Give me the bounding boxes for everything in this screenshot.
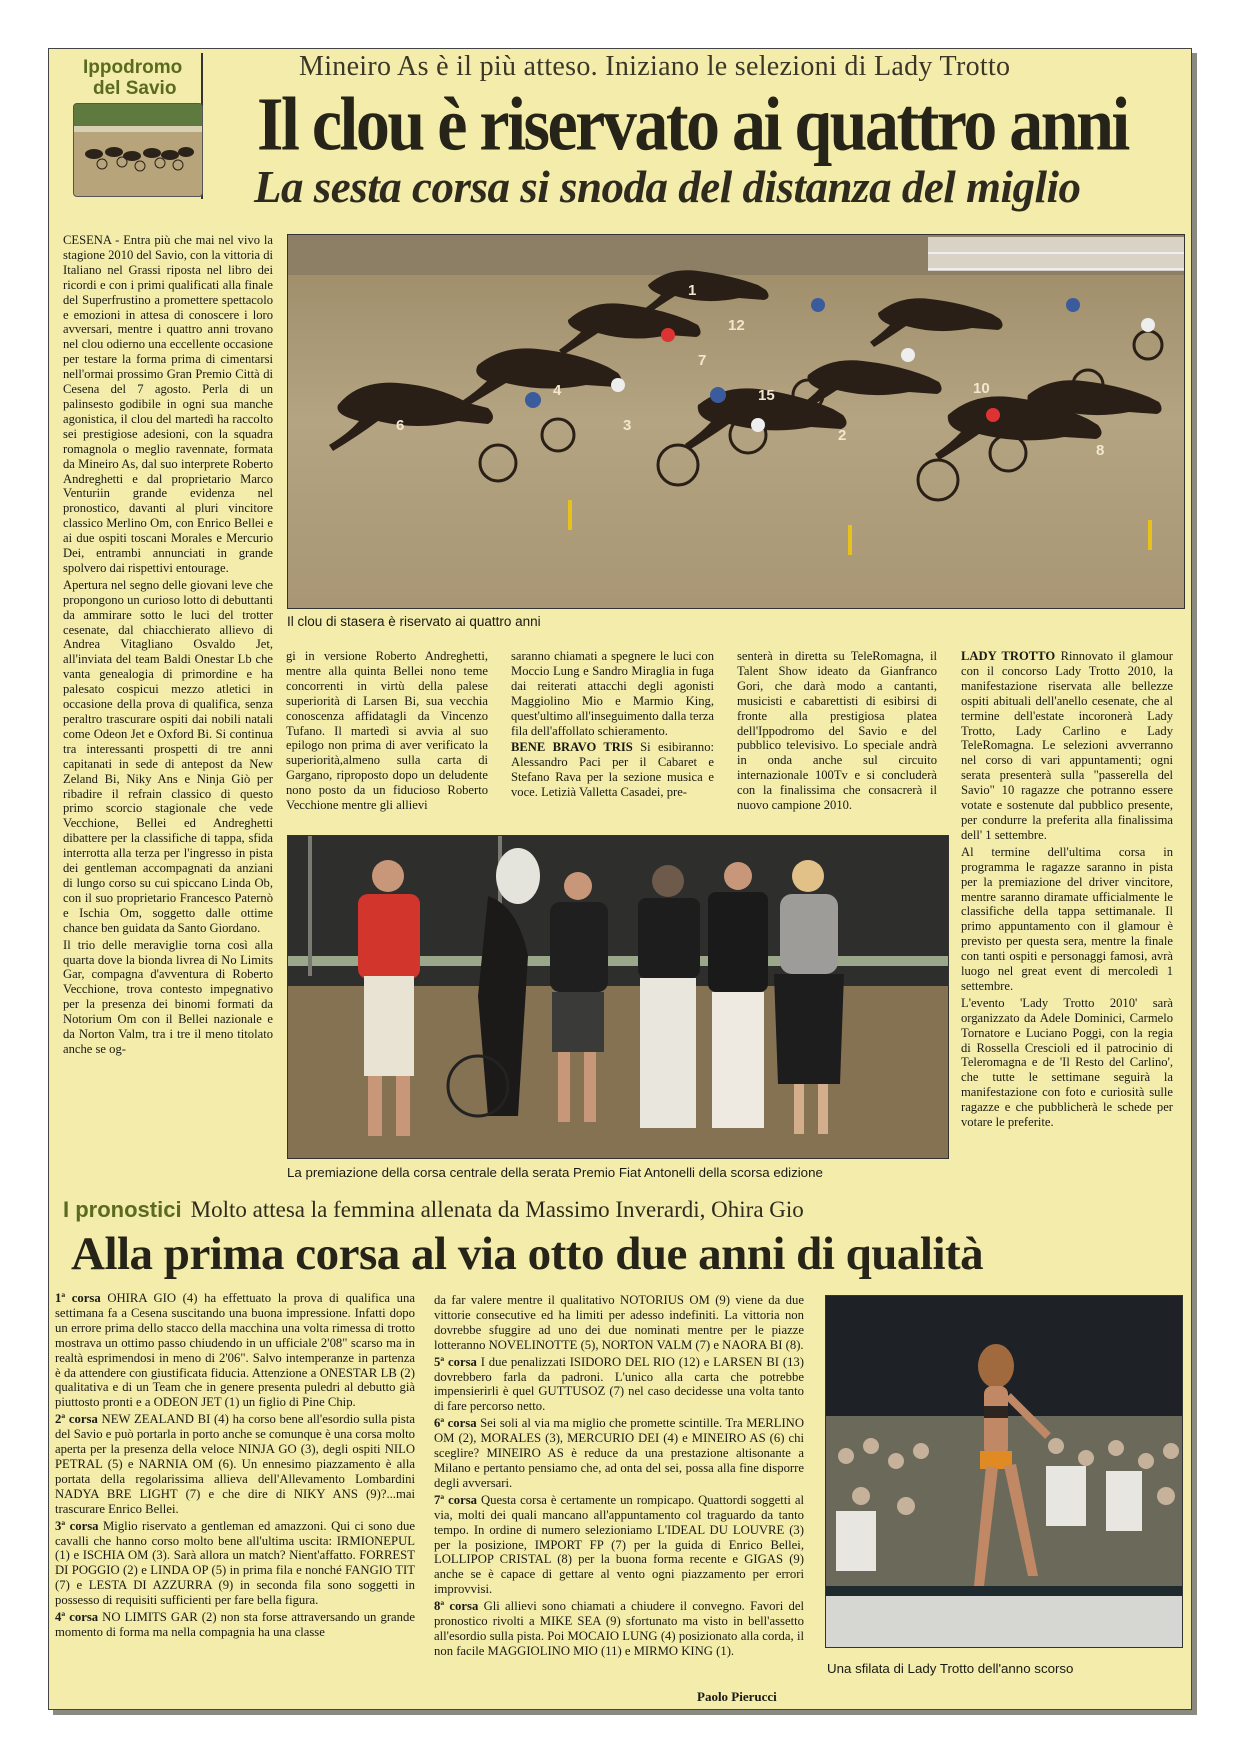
pronostico-race-label: 4ª corsa bbox=[55, 1610, 99, 1625]
article-col5-p3: L'evento 'Lady Trotto 2010' sarà organizzato da Adele Dominici, Carmelo Tornatore e Luciano Poggi, con la regia di Rossella Crescioli ed il patrocinio di Teleromagna e de 'Il Resto del Carlino', che tutte le settimane seguirà la manifestazione con foto e curiosità sulle ragazze e che pubblicherà le schede per votare le preferite. bbox=[961, 995, 1173, 1130]
pronostico-text: Miglio riservato a gentleman ed amazzoni. Qui ci sono due cavalli che hanno corso molto bene all'ultima uscita: IRMIONEPUL (1) e ISCHIA OM (3). Sarà allora un match? Nient'affatto. FORREST DI POGGIO (2) e LINDA OP (5) in prima fila e nonché FANGIO TIT (7) e LESTA DI AZZURRA (9) in seconda fila sono soggetti in possesso di requisiti sufficienti per fare bella figura. bbox=[55, 1518, 415, 1608]
horse-number-4: 4 bbox=[553, 382, 562, 399]
pronostico-race-label: 8ª corsa bbox=[434, 1599, 479, 1614]
horse-number-7: 7 bbox=[698, 352, 707, 369]
horse-number-6: 6 bbox=[396, 417, 405, 434]
article-subhead: La sesta corsa si snoda del distanza del miglio bbox=[254, 162, 1081, 212]
pronostico-text: OHIRA GIO (4) ha effettuato la prova di qualifica una settimana fa a Cesena suscitando una buona impressione. Infatti dopo un errore prima dello stacco della macchina una volta rimessa di trotto mostrava un ottimo passo chiudendo in un ufficiale 2'08" scarso ma in realtà esprimendosi in meno di 2'06". Salvo intemperanze in partenza è da attendere con giustificata fiducia. Attenzione a ONESTAR LB (2) qualitativa e di un Team che in genere presenta puledri al debutto già piuttosto pronti e a ODEON JET (1) un figlio di Pine Chip. bbox=[55, 1291, 415, 1410]
article-column-4 bbox=[737, 649, 937, 829]
article-col3-text: Si esibiranno: Alessandro Paci per il Cabaret e Stefano Rava per la sezione musica e voce. Letizià Valletta Casadei, pre- bbox=[511, 740, 714, 800]
horse-number-10: 10 bbox=[973, 380, 990, 397]
section-thumbnail bbox=[73, 103, 203, 197]
pronostico-text: NEW ZEALAND BI (4) ha corso bene all'esordio sulla pista del Savio e può portarla in porto anche se comunque è una corsa molto aperta per la presenza della veloce NINJA GO (3), degli ospiti NILO PETRAL (5) e NARNIA OM (6). Un ennesimo piazzamento è alla portata della regolarissima allieva dell'Allevamento Lombardini NADYA BRE LIGHT (7) e che dire di NIKY ANS (9)?...mai trascurare Enrico Bellei. bbox=[55, 1412, 415, 1516]
horse-number-1: 1 bbox=[688, 282, 697, 299]
pronostico-text: Sei soli al via ma miglio che promette scintille. Tra MERLINO OM (2), MORALES (3), MERCURIO DEI (4) e MINEIRO AS (6) chi sceglire? MINEIRO AS è reduce da una prestazione altisonante a Milano e pertanto pensiamo che, ad onta del sei, possa alla fine disporre degli avversari. bbox=[434, 1416, 804, 1490]
lady-trotto-photo bbox=[825, 1295, 1183, 1648]
lady-trotto-caption: Una sfilata di Lady Trotto dell'anno scorso bbox=[827, 1661, 1074, 1676]
article-col5-p1 bbox=[961, 649, 1173, 843]
section-label-box bbox=[53, 53, 203, 199]
award-photo-caption: La premiazione della corsa centrale della serata Premio Fiat Antonelli della scorsa edizione bbox=[287, 1165, 823, 1180]
thumbnail-race-image bbox=[74, 104, 202, 196]
article-column-3 bbox=[511, 649, 714, 829]
article-column-1 bbox=[63, 233, 273, 1233]
article-col1-p2: Apertura nel segno delle giovani leve che propongono un curioso lotto di debuttanti da ammirare sotto le luci del trotter cesenate, dal chiacchierato allievo di Andrea Vitagliano Osvaldo Jet, all'inviata del team Baldi Onestar Lb che vanta genealogia di primordine e ha palesato cospicui mezzo atletici in occasione della prova di qualifica, senza peraltro trascurare ospiti dai nobili natali come Odeon Jet e Oxford Bi. Si continua tra interessanti prospetti di tre anni capitanati in sede di antepost da New Zeland Bi, Niky Ans e Ninja Giò per ribadire il refrain classico di questo primo scorcio stagionale che vede Vecchione, Bellei ed Andreghetti dibattere per la classifiche di tappa, sfida interrotta alla terza per l'ingresso in pista dei gentleman accompagnati da anziani di lungo corso su cui spiccano Linda Ob, con il suo proprietario Francesco Paternò e Ischia Om, soggetto dalle ottime chance ben guidata da Santo Giordano. bbox=[63, 577, 273, 935]
article-col5-lead: LADY TROTTO bbox=[961, 649, 1056, 663]
lady-trotto-photo-image bbox=[826, 1296, 1182, 1647]
pronostico-race-label: 3ª corsa bbox=[55, 1518, 99, 1533]
pronostico-paragraph bbox=[55, 1610, 415, 1640]
article-column-5 bbox=[961, 649, 1173, 1269]
article-col1-p3: Il trio delle meraviglie torna così alla quarta dove la bionda livrea di No Limits Gar, compagna d'avventura di Roberto Vecchione, trova contesto impegnativo per la presenza dei binomi formati da Notorium Om con il Bellei nazionale e da Norton Valm, tra i tre il meno titolato anche se og- bbox=[63, 937, 273, 1056]
pronostico-text: da far valere mentre il qualitativo NOTORIUS OM (9) viene da due vittorie consecutive ed ha limiti per adesso indefiniti. La vittoria non dovrebbe sfuggire ad uno dei due nominati mentre per le piazze lotteranno NOVELINOTTE (5), NORTON VALM (7) e NAORA BI (8). bbox=[434, 1293, 804, 1352]
pronostico-race-label: 5ª corsa bbox=[434, 1354, 477, 1369]
article-col5-p2: Al termine dell'ultima corsa in programma le ragazze saranno in pista per la premiazione del driver vincitore, mentre saranno diramate ufficialmente le classifiche della tappa settimanale. Il primo appuntamento con il glamour è previsto per questa sera, mentre la finale con tanti ospiti e personaggi famosi, avrà luogo nel great event di mercoledì 1 settembre. bbox=[961, 844, 1173, 993]
pronostico-paragraph bbox=[434, 1293, 804, 1353]
pronostico-race-label: 7ª corsa bbox=[434, 1492, 477, 1507]
pronostico-text: Questa corsa è certamente un rompicapo. Quattordi soggetti al via, molti dei quali mancano all'appuntamento col traguardo da tanto tempo. In ordine di numero selezioniamo L'IDEAL DU LOUVRE (3) per la posizione, IMPORT FP (7) per la guida di Enrico Bellei, LOLLIPOP CRISTAL (8) per la buona forma recente e GIGAS (9) anche se è capace di gettare al vento ogni piazzamento per errori improvvisi. bbox=[434, 1492, 804, 1597]
horse-number-12: 12 bbox=[728, 317, 745, 334]
pronostici-column-b bbox=[434, 1293, 804, 1685]
pronostici-label: I pronostici bbox=[63, 1197, 182, 1222]
article-col2-p1: gi in versione Roberto Andreghetti, mentre alla quinta Bellei nono teme concorrenti in virtù della palese superiorità di Larsen Bi, sua vecchia conoscenza affidatagli da Vincenzo Tufano. Il martedì si avvia al suo epilogo non prima di aver verificato la superiorità,almeno sulla carta di Gargano, riproposto dopo un deludente nono posto da un fiducioso Roberto Vecchione mentre gli allievi bbox=[286, 649, 488, 813]
horse-number-8: 8 bbox=[1096, 442, 1105, 459]
section-label-line2: del Savio bbox=[93, 78, 177, 99]
award-photo-image bbox=[288, 836, 948, 1158]
article-col1-p1: CESENA - Entra più che mai nel vivo la stagione 2010 del Savio, con la vittoria di Italiano nel Grassi riposta nel libro dei ricordi e con i primi qualificati alla finale del Superfrustino a promettere spettacolo e emozioni in attesa di conoscere i loro avversari, mentre i quattro anni trovano nel clou odierno una eccellente occasione per testare la forma prima di cimentarsi nell'ormai prossimo Gran Premio Città di Cesena del 7 agosto. Perla di un palinsesto godibile in ogni sua manche agonistica, il clou del martedì ha raccolto sei prestigiose adesioni, con la squadra romagnola o meglio ravennate, formata da Mineiro As, dal suo interprete Roberto Andreghetti e dal proprietario Marco Venturiin grande evidenza nel pronostico, davanti al pluri vincitore classico Merlino Om, con Enrico Bellei e ai due ospiti toscani Morales e Mercurio Dei, entrambi annunciati in grande spolvero dai rispettivi entourage. bbox=[63, 233, 273, 575]
pronostico-race-label: 6ª corsa bbox=[434, 1416, 477, 1431]
pronostici-headline: Alla prima corsa al via otto due anni di qualità bbox=[71, 1228, 984, 1280]
horse-number-15: 15 bbox=[758, 387, 775, 404]
pronostico-paragraph bbox=[434, 1355, 804, 1415]
pronostici-header-line bbox=[63, 1197, 804, 1223]
pronostico-paragraph bbox=[434, 1599, 804, 1659]
article-col5-text: Rinnovato il glamour con il concorso Lady Trotto 2010, la manifestazione riservata alle bellezze ospiti abituali dell'anello cesenate, che al termine dell'estate incoronerà Lady Trotto, Lady Carlino e Lady TeleRomagna. Le selezioni avverranno nel corso di vari appuntamenti; ogni serata presenterà sulla "passerella del Savio" 10 ragazze che potranno essere votate e sostenute dal pubblico presente, per condurre la preferita alla finalissima dell' 1 settembre. bbox=[961, 649, 1173, 842]
pronostici-kicker: Molto attesa la femmina allenata da Massimo Inverardi, Ohira Gio bbox=[190, 1197, 804, 1222]
article-column-2 bbox=[286, 649, 488, 829]
race-photo bbox=[287, 234, 1185, 609]
horse-number-3: 3 bbox=[623, 417, 632, 434]
pronostico-paragraph bbox=[434, 1493, 804, 1597]
award-photo bbox=[287, 835, 949, 1159]
article-col3-p1: saranno chiamati a spegnere le luci con Moccio Lung e Sandro Miraglia in fuga dai reiterati attacchi degli agonisti Maggiolino Mio e Marmio King, quest'ultimo all'inseguimento dalla terza fila dell'affollato schieramento. bbox=[511, 649, 714, 738]
pronostico-paragraph bbox=[55, 1519, 415, 1608]
article-headline: Il clou è riservato ai quattro anni bbox=[257, 81, 1128, 167]
pronostico-text: NO LIMITS GAR (2) non sta forse attraversando un grande momento di forma ma nella compagnia ha una classe bbox=[55, 1610, 415, 1639]
article-col4-p1: senterà in diretta su TeleRomagna, il Talent Show ideato da Gianfranco Gori, che darà modo a cantanti, musicisti e cabarettisti di esibirsi di fronte alla prestigiosa platea dell'Ippodromo del Savio e del pubblico televisivo. Lo speciale andrà in onda anche sul circuito internazionale 100Tv e si concluderà con la finalissima che consacrerà il nuovo campione 2010. bbox=[737, 649, 937, 813]
article-col3-p2 bbox=[511, 740, 714, 800]
pronostico-race-label: 2ª corsa bbox=[55, 1412, 98, 1427]
race-photo-image bbox=[288, 235, 1184, 608]
pronostico-paragraph bbox=[434, 1416, 804, 1491]
pronostico-paragraph bbox=[55, 1412, 415, 1516]
pronostico-paragraph bbox=[55, 1291, 415, 1410]
byline: Paolo Pierucci bbox=[697, 1689, 777, 1704]
newspaper-page bbox=[48, 48, 1192, 1710]
horse-number-2: 2 bbox=[838, 427, 847, 444]
pronostico-race-label: 1ª corsa bbox=[55, 1291, 101, 1305]
pronostici-column-a bbox=[55, 1291, 415, 1699]
article-col3-lead: BENE BRAVO TRIS bbox=[511, 740, 633, 755]
pronostico-text: Gli allievi sono chiamati a chiudere il convegno. Favori del pronostico rivolti a MIKE SEA (9) sfortunato ma visto in bell'assetto all'esordio sulla pista. Poi MOCAIO LUNG (4) posizionato alla corda, il non facile MAGGIOLINO MIO (11) e MIRMO KING (1). bbox=[434, 1599, 804, 1658]
article-kicker: Mineiro As è il più atteso. Iniziano le selezioni di Lady Trotto bbox=[299, 51, 1011, 82]
race-photo-caption: Il clou di stasera è riservato ai quattro anni bbox=[287, 614, 541, 629]
pronostico-text: I due penalizzati ISIDORO DEL RIO (12) e LARSEN BI (13) dovrebbero farla da padroni. L'unico alla carta che potrebbe impensierirli è quel GUTTUSOZ (7) nel caso decidesse una volta tanto di fare percorso netto. bbox=[434, 1354, 804, 1414]
section-label-line1: Ippodromo bbox=[83, 57, 183, 78]
